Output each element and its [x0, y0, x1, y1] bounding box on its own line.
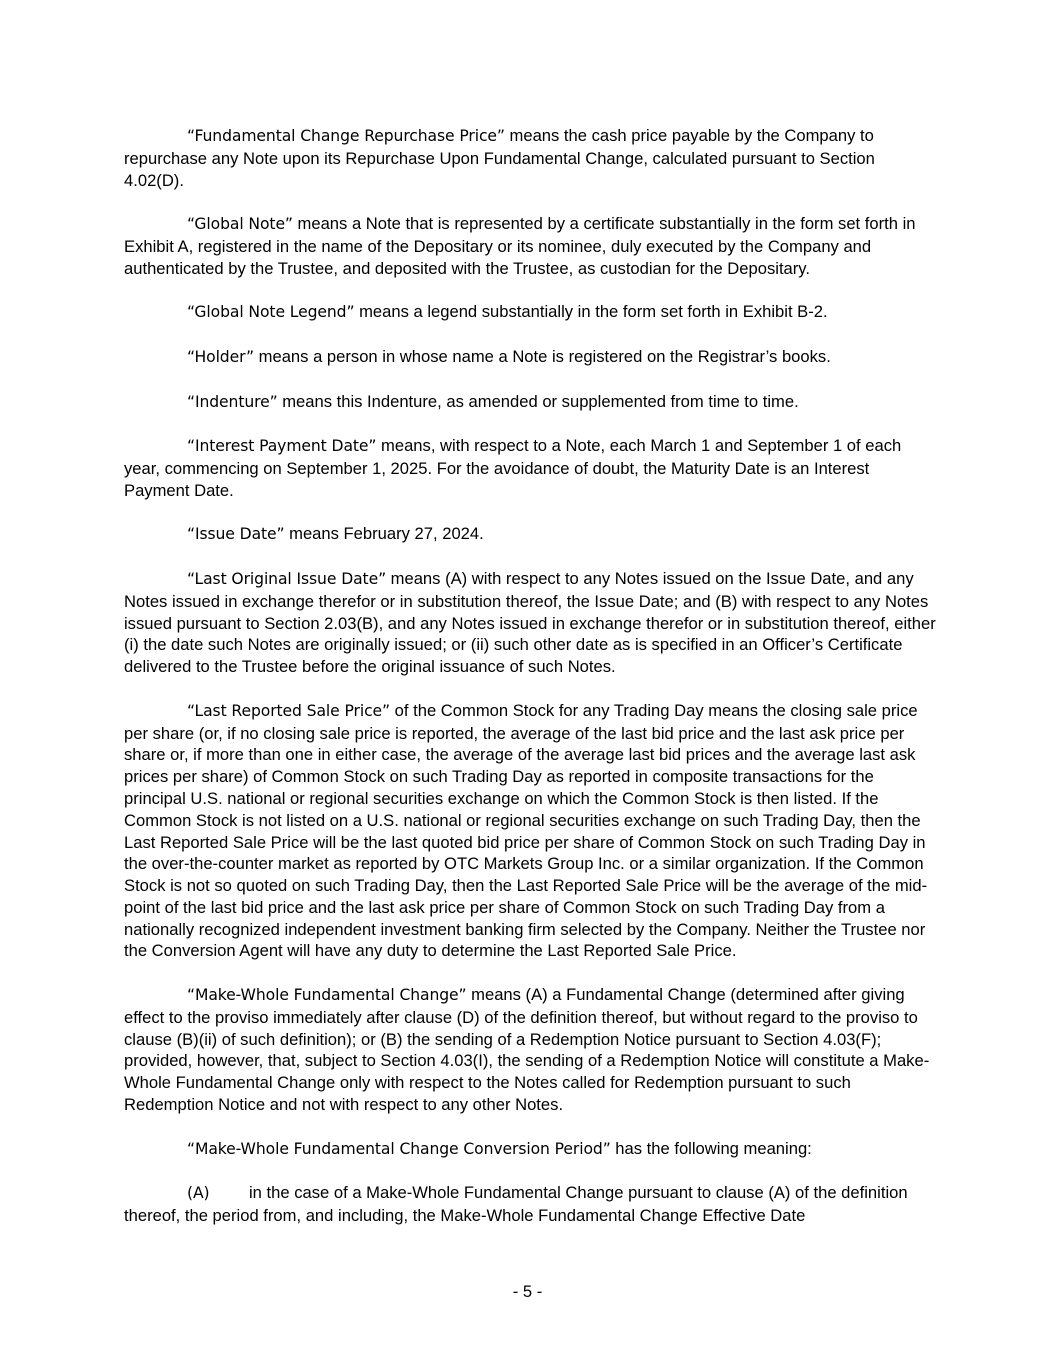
definition-text: means (A) a Fundamental Change (determined after giving effect to the proviso immediately after clause (D) of the definition thereof, but without regard to the proviso to clause (B)(ii) of such definition); or (B) the sending of a Redemption Notice pursuant to Section 4.03(F); provided, however, that, subject to Section 4.03(I), the sending of a Redemption Notice will constitute a Make-Whole Fundamental Change only with respect to the Notes called for Redemption pursuant to such Redemption Notice and not with respect to any other Notes.: [124, 985, 930, 1115]
definition-text: means the cash price payable by the Company to repurchase any Note upon its Repurchase Upon Fundamental Change, calculated pursuant to Section 4.02(D).: [124, 126, 875, 190]
definition-last-original-issue-date: [124, 568, 936, 678]
definition-text: of the Common Stock for any Trading Day means the closing sale price per share (or, if no closing sale price is reported, the average of the last bid price and the last ask price per share or, if more than one in either case, the average of the average last bid prices and the average last ask prices per share) of Common Stock on such Trading Day as reported in composite transactions for the principal U.S. national or regional securities exchange on which the Common Stock is then listed. If the Common Stock is not listed on a U.S. national or regional securities exchange on such Trading Day, then the Last Reported Sale Price will be the last quoted bid price per share of Common Stock on such Trading Day in the over-the-counter market as reported by OTC Markets Group Inc. or a similar organization. If the Common Stock is not so quoted on such Trading Day, then the Last Reported Sale Price will be the average of the mid-point of the last bid price and the last ask price per share of Common Stock on such Trading Day from a nationally recognized independent investment banking firm selected by the Company. Neither the Trustee nor the Conversion Agent will have any duty to determine the Last Reported Sale Price.: [124, 700, 928, 961]
defined-term: “Global Note”: [187, 215, 293, 234]
defined-term: “Make-Whole Fundamental Change Conversion Period”: [187, 1139, 611, 1158]
defined-term: “Issue Date”: [187, 525, 285, 544]
definition-text: means a person in whose name a Note is registered on the Registrar’s books.: [254, 346, 831, 366]
definition-holder: [124, 346, 936, 369]
definition-make-whole-fundamental-change: [124, 984, 936, 1116]
definition-text: means this Indenture, as amended or supplemented from time to time.: [277, 391, 799, 411]
definition-global-note-legend: [124, 301, 936, 324]
definition-text: means a legend substantially in the form set forth in Exhibit B-2.: [354, 302, 828, 322]
definition-indenture: [124, 391, 936, 414]
defined-term: “Holder”: [187, 347, 255, 366]
defined-term: “Fundamental Change Repurchase Price”: [187, 127, 505, 145]
definition-global-note: [124, 213, 936, 279]
defined-term: “Last Original Issue Date”: [187, 569, 387, 588]
defined-term: “Interest Payment Date”: [187, 437, 377, 456]
definition-issue-date: [124, 523, 936, 546]
defined-term: “Indenture”: [187, 392, 278, 411]
definition-fundamental-change-repurchase-price: [124, 125, 936, 191]
definition-last-reported-sale-price: [124, 700, 936, 963]
defined-term: “Global Note Legend”: [187, 303, 355, 322]
defined-term: “Make-Whole Fundamental Change”: [187, 986, 467, 1005]
definition-text: has the following meaning:: [610, 1138, 812, 1158]
definition-interest-payment-date: [124, 435, 936, 501]
list-item-label: (A): [187, 1184, 210, 1203]
definition-text: means (A) with respect to any Notes issued on the Issue Date, and any Notes issued in exchange therefor or in substitution thereof, the Issue Date; and (B) with respect to any Notes issued pursuant to Section 2.03(B), and any Notes issued in exchange therefor or in substitution thereof, either (i) the date such Notes are originally issued; or (ii) such other date as is specified in an Officer’s Certificate delivered to the Trustee before the original issuance of such Notes.: [124, 568, 936, 677]
definition-text: means a Note that is represented by a certificate substantially in the form set forth in Exhibit A, registered in the name of the Depositary or its nominee, duly executed by the Company and authenticated by the Trustee, and deposited with the Trustee, as custodian for the Depositary.: [124, 214, 916, 278]
definition-text: means February 27, 2024.: [284, 524, 484, 544]
definition-text: means, with respect to a Note, each March 1 and September 1 of each year, commencing on September 1, 2025. For the avoidance of doubt, the Maturity Date is an Interest Payment Date.: [124, 436, 902, 500]
list-item-text: in the case of a Make-Whole Fundamental Change pursuant to clause (A) of the definition thereof, the period from, and including, the Make-Whole Fundamental Change Effective Date: [124, 1183, 908, 1226]
definition-make-whole-conversion-period: [124, 1138, 936, 1161]
defined-term: “Last Reported Sale Price”: [187, 701, 391, 720]
list-item-a: [124, 1182, 936, 1227]
page-number: - 5 -: [512, 1282, 543, 1301]
document-body: [124, 125, 936, 1249]
